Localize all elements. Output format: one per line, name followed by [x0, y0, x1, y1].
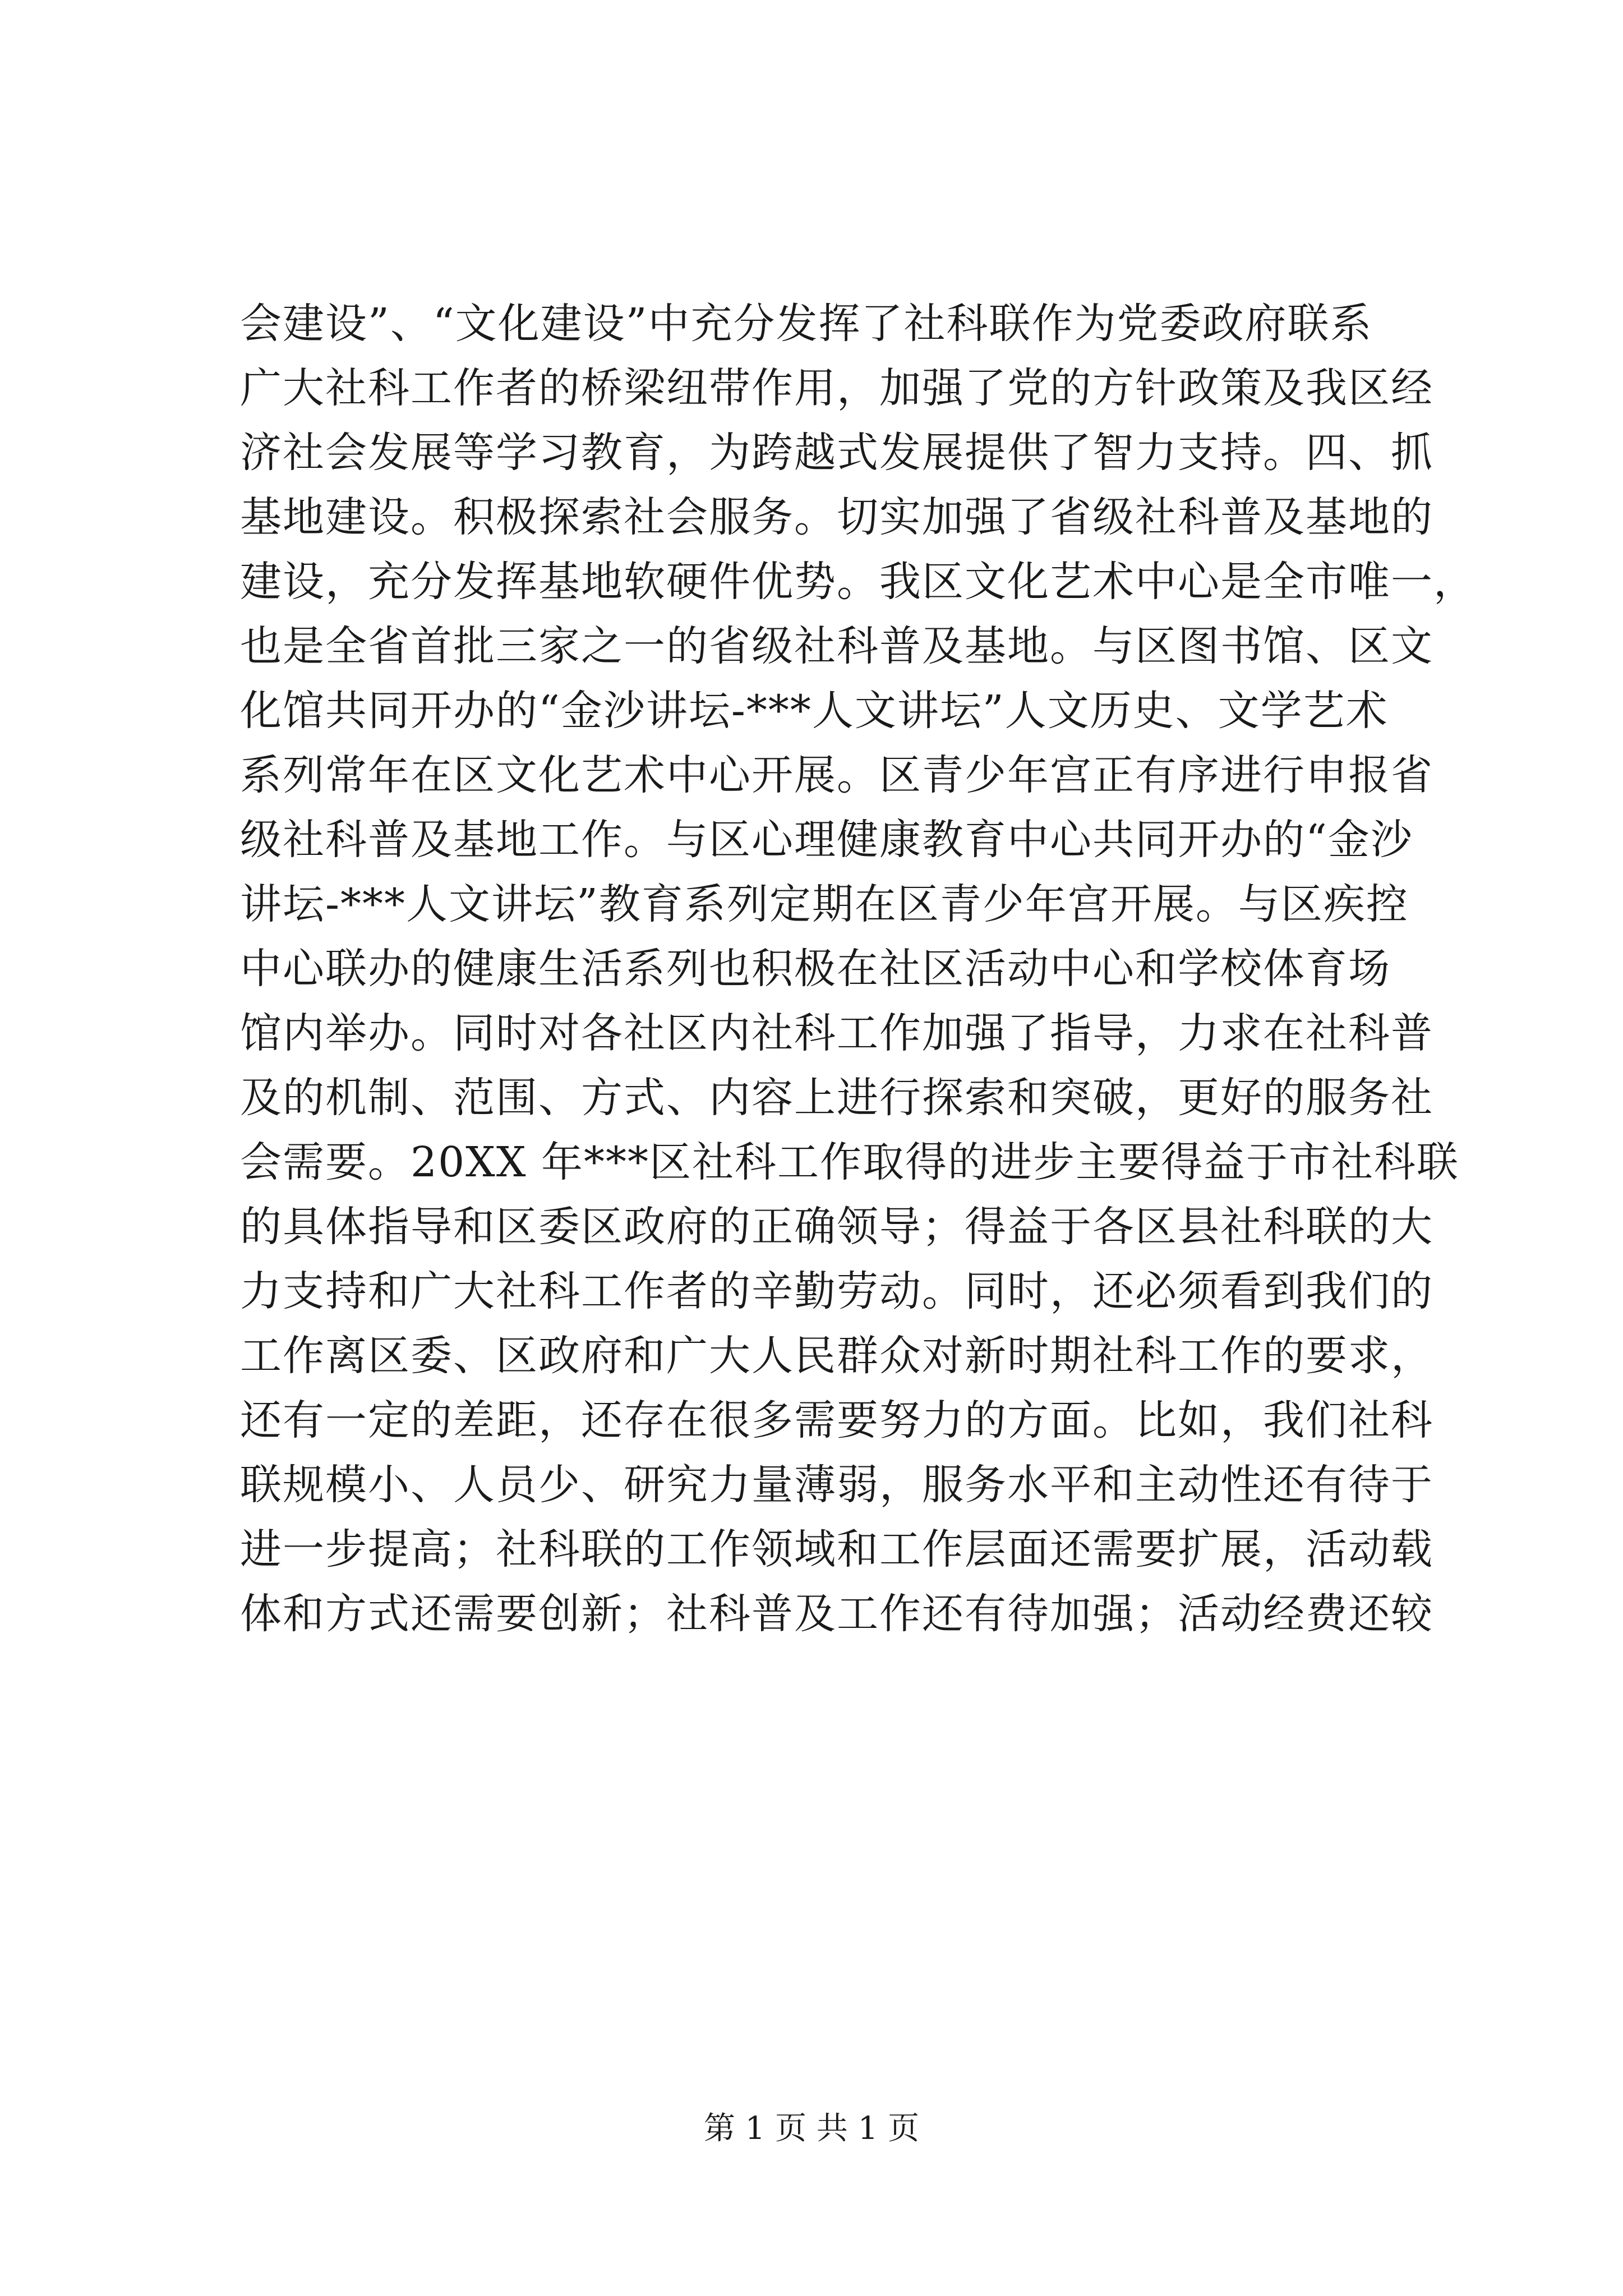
text-line: 济社会发展等学习教育，为跨越式发展提供了智力支持。四、抓	[240, 429, 1433, 477]
text-line: 及的机制、范围、方式、内容上进行探索和突破，更好的服务社	[240, 1074, 1433, 1122]
text-line: 讲坛-***人文讲坛”教育系列定期在区青少年宫开展。与区疾控	[240, 880, 1409, 928]
text-line: 工作离区委、区政府和广大人民群众对新时期社科工作的要求，	[240, 1332, 1433, 1380]
text-line: 也是全省首批三家之一的省级社科普及基地。与区图书馆、区文	[240, 622, 1433, 670]
text-line: 还有一定的差距，还存在很多需要努力的方面。比如，我们社科	[240, 1396, 1433, 1444]
text-line: 馆内举办。同时对各社区内社科工作加强了指导，力求在社科普	[240, 1009, 1433, 1057]
text-line: 会需要。20XX 年***区社科工作取得的进步主要得益于市社科联	[240, 1138, 1460, 1186]
text-line: 体和方式还需要创新；社科普及工作还有待加强；活动经费还较	[240, 1590, 1433, 1638]
text-line: 的具体指导和区委区政府的正确领导；得益于各区县社科联的大	[240, 1203, 1433, 1251]
body-text	[240, 292, 1476, 1646]
text-line: 广大社科工作者的桥梁纽带作用，加强了党的方针政策及我区经	[240, 364, 1433, 412]
text-line: 联规模小、人员少、研究力量薄弱，服务水平和主动性还有待于	[240, 1461, 1433, 1509]
text-line: 进一步提高；社科联的工作领域和工作层面还需要扩展，活动载	[240, 1525, 1433, 1573]
page-footer: 第 1 页 共 1 页	[703, 2110, 920, 2147]
text-line: 建设，充分发挥基地软硬件优势。我区文化艺术中心是全市唯一，	[240, 558, 1476, 606]
text-line: 基地建设。积极探索社会服务。切实加强了省级社科普及基地的	[240, 493, 1433, 541]
text-line: 会建设”、“文化建设”中充分发挥了社科联作为党委政府联系	[240, 300, 1373, 348]
text-line: 系列常年在区文化艺术中心开展。区青少年宫正有序进行申报省	[240, 751, 1433, 799]
text-line: 中心联办的健康生活系列也积极在社区活动中心和学校体育场	[240, 945, 1391, 993]
text-line: 化馆共同开办的“金沙讲坛-***人文讲坛”人文历史、文学艺术	[240, 687, 1389, 735]
text-line: 力支持和广大社科工作者的辛勤劳动。同时，还必须看到我们的	[240, 1267, 1433, 1315]
text-line: 级社科普及基地工作。与区心理健康教育中心共同开办的“金沙	[240, 816, 1413, 864]
